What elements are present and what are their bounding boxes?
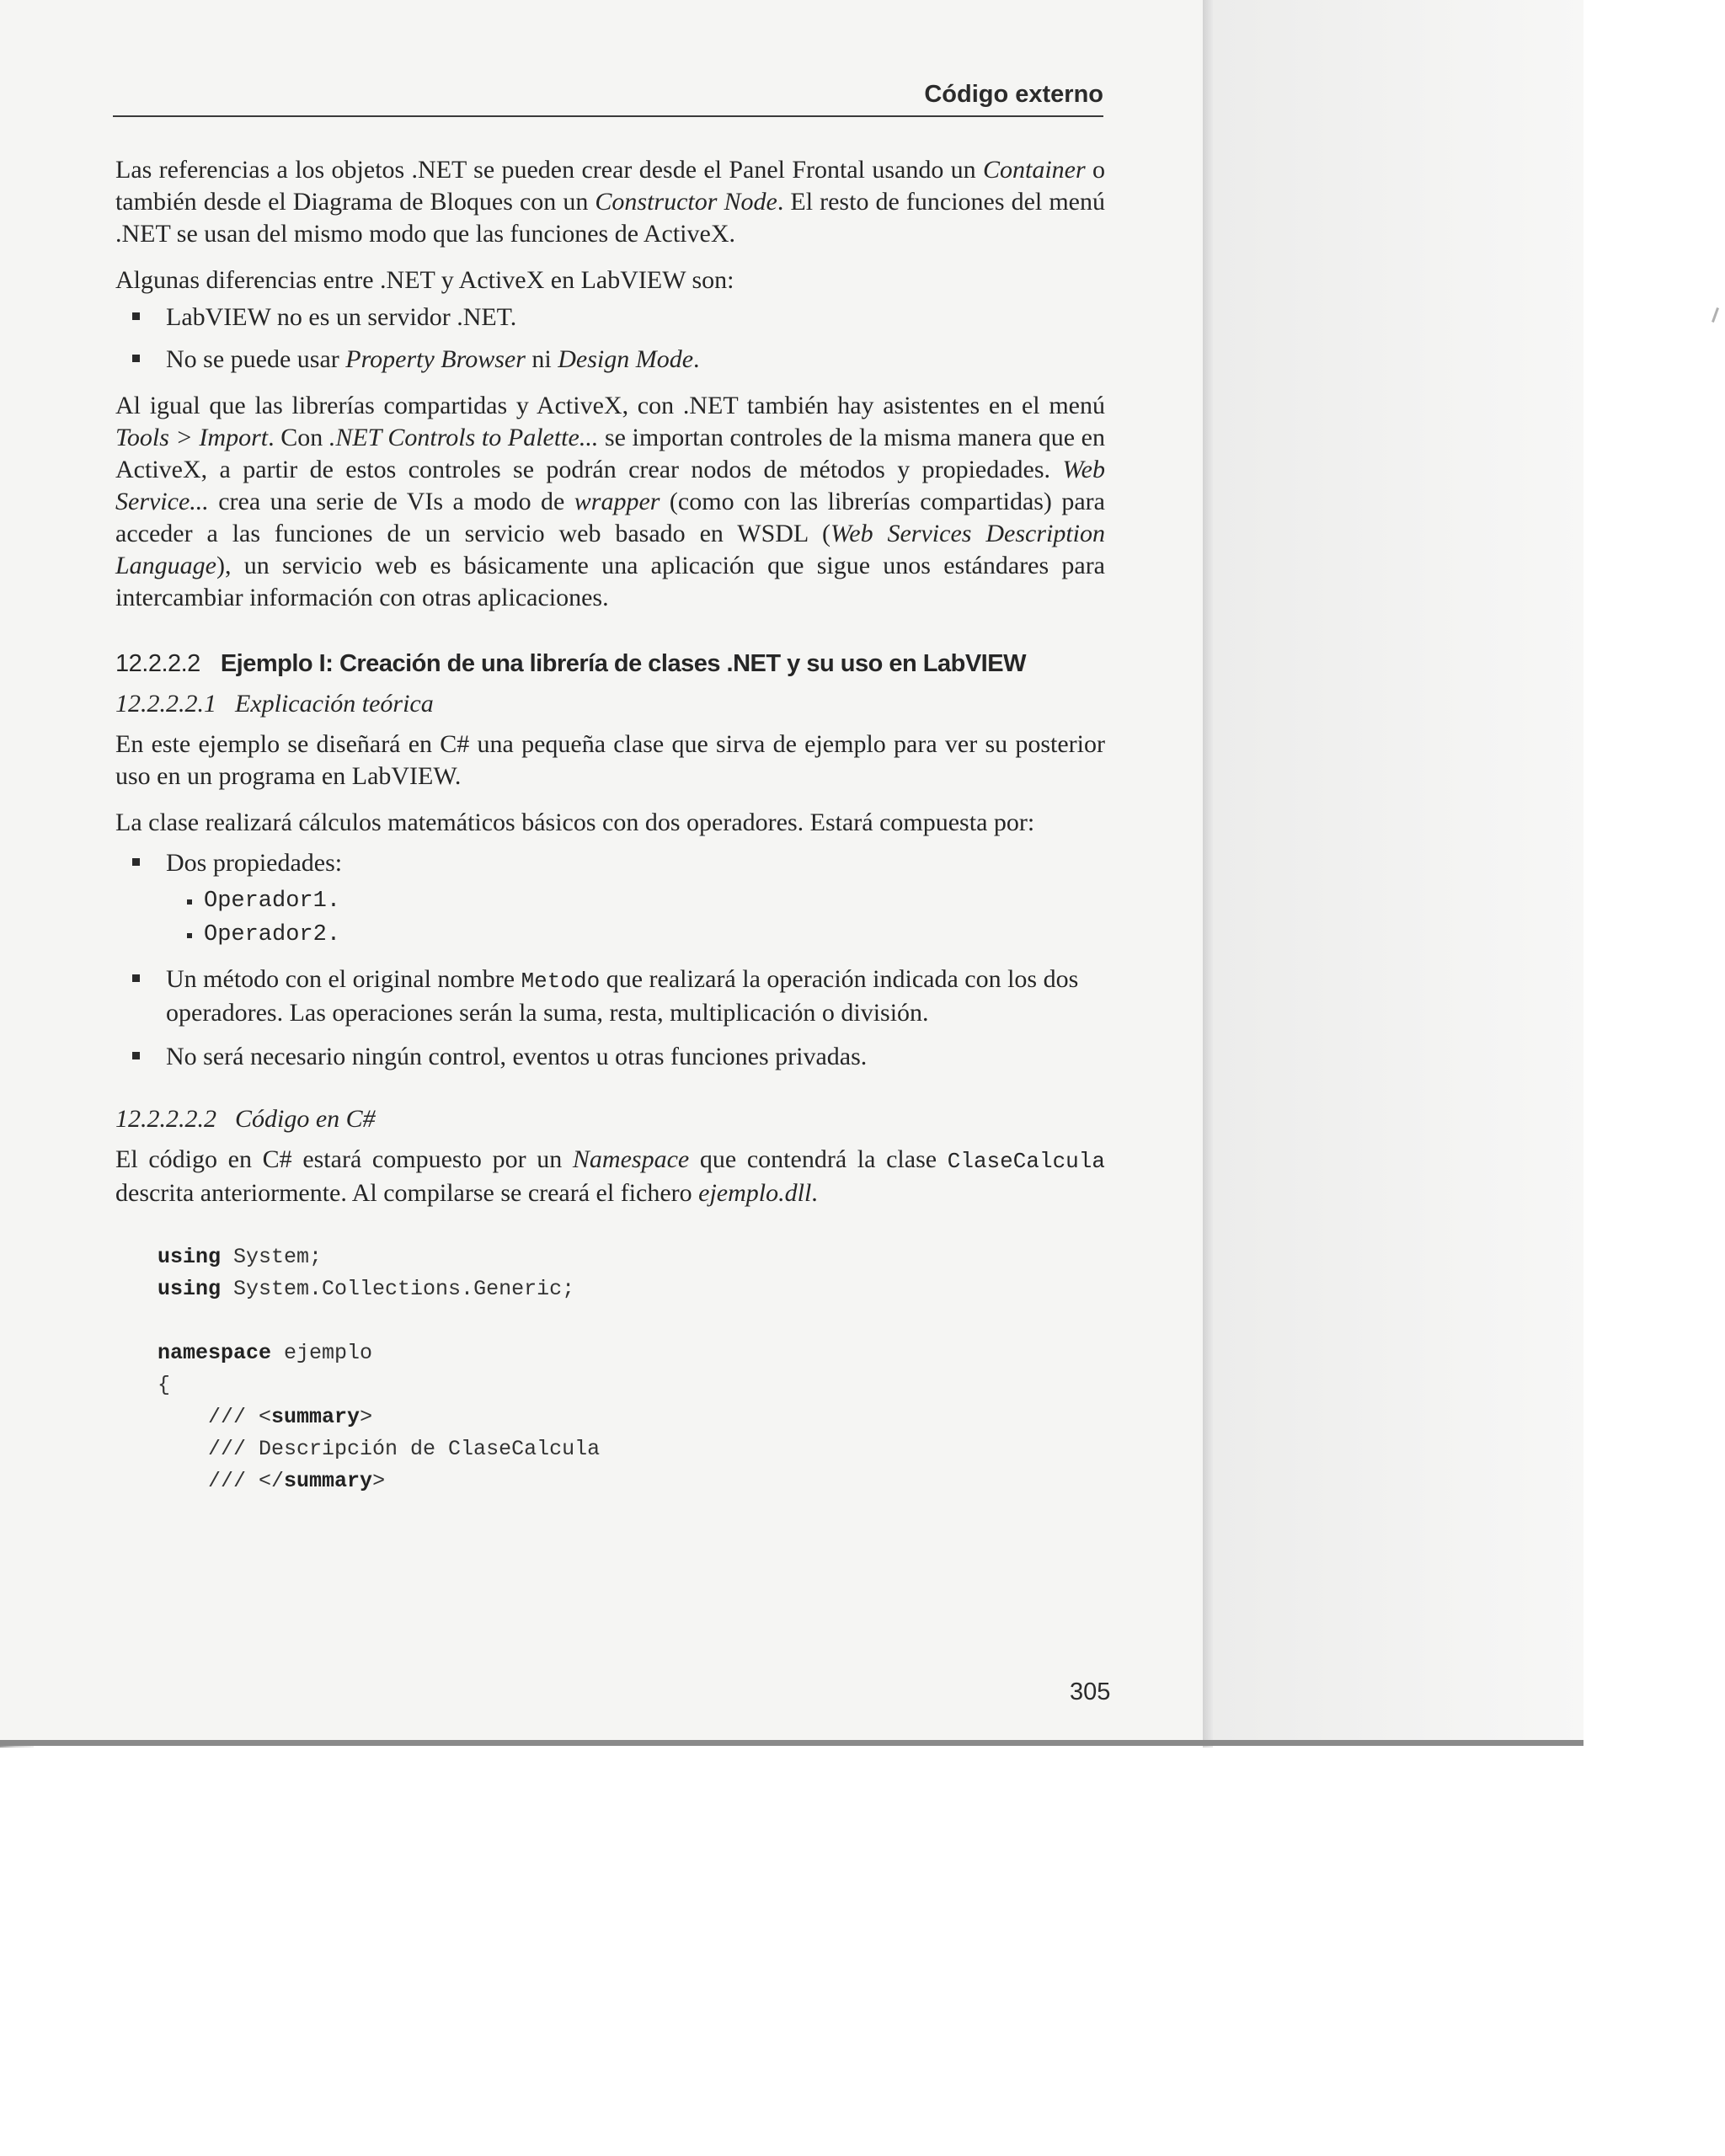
bullet-icon <box>187 899 192 905</box>
theory-paragraph-2: La clase realizará cálculos matemáticos básicos con dos operadores. Estará compuesta por: <box>115 808 1035 836</box>
running-head: Código externo <box>924 81 1103 108</box>
intro-paragraph-1: Las referencias a los objetos .NET se pueden crear desde el Panel Frontal usando un Container o también desde el Diagrama de Bloques con un Constructor Node. El resto de funciones del menú .NET se usan del mismo modo que las funciones de ActiveX. <box>115 156 1106 248</box>
differences-list <box>115 302 1105 376</box>
properties-list <box>166 884 1105 952</box>
page-bottom-edge <box>0 1740 1583 1746</box>
list-item: Operador1. <box>166 884 1105 918</box>
page-edge-shadow <box>1203 0 1213 1748</box>
list-item: Dos propiedades: Operador1. Operador2. <box>115 847 1105 952</box>
code-listing <box>158 1241 1105 1497</box>
bullet-icon <box>187 933 192 938</box>
list-item: No será necesario ningún control, eventos u otras funciones privadas. <box>115 1041 1105 1073</box>
theory-paragraph-1: En este ejemplo se diseñará en C# una pequeña clase que sirva de ejemplo para ver su posterior uso en un programa en LabVIEW. <box>115 730 1105 790</box>
list-item: Un método con el original nombre Metodo que realizará la operación indicada con los dos operadores. Las operaciones serán la suma, resta, multiplicación o división. <box>115 963 1105 1029</box>
code-line: /// </summary> <box>158 1469 386 1493</box>
bullet-icon <box>132 858 140 866</box>
code-line: /// Descripción de ClaseCalcula <box>158 1437 601 1461</box>
code-line: using System; <box>158 1245 323 1269</box>
intro-paragraph-3: Al igual que las librerías compartidas y ActiveX, con .NET también hay asistentes en el menú Tools > Import. Con .NET Controls to Palette... se importan controles de la misma manera que en ActiveX, a partir de estos controles se podrán crear nodos de métodos y propiedades. Web Service... crea una serie de VIs a modo de wrapper (como con las librerías compartidas) para acceder a las funciones de un servicio web basado en WSDL (Web Services Description Language), un servicio web es básicamente una aplicación que sigue unos estándares para intercambiar información con otras aplicaciones. <box>115 392 1105 611</box>
code-line: using System.Collections.Generic; <box>158 1277 575 1301</box>
code-line-blank <box>158 1305 1105 1337</box>
intro-paragraph-2: Algunas diferencias entre .NET y ActiveX en LabVIEW son: <box>115 266 734 294</box>
list-item: No se puede usar Property Browser ni Design Mode. <box>115 344 1105 376</box>
facing-page-margin <box>1213 0 1583 1742</box>
bullet-icon <box>132 355 140 362</box>
list-item: LabVIEW no es un servidor .NET. <box>115 302 1105 334</box>
header-rule <box>113 115 1103 117</box>
page-body <box>115 154 1105 1497</box>
code-intro-paragraph: El código en C# estará compuesto por un Namespace que contendrá la clase ClaseCalcula descrita anteriormente. Al compilarse se creará el fichero ejemplo.dll. <box>115 1145 1105 1207</box>
stray-mark <box>1712 307 1719 323</box>
code-line: { <box>158 1373 171 1397</box>
list-item: Operador2. <box>166 918 1105 952</box>
bullet-icon <box>132 974 140 982</box>
subsection-heading-code: 12.2.2.2.2 Código en C# <box>115 1105 376 1133</box>
subsection-heading-theory: 12.2.2.2.1 Explicación teórica <box>115 690 434 718</box>
section-heading: 12.2.2.2 Ejemplo I: Creación de una librería de clases .NET y su uso en LabVIEW <box>115 650 1026 677</box>
bullet-icon <box>132 1052 140 1059</box>
bullet-icon <box>132 312 140 320</box>
page-number: 305 <box>1070 1678 1111 1705</box>
class-structure-list <box>115 847 1105 1073</box>
code-line: /// <summary> <box>158 1405 373 1429</box>
code-line: namespace ejemplo <box>158 1341 373 1365</box>
